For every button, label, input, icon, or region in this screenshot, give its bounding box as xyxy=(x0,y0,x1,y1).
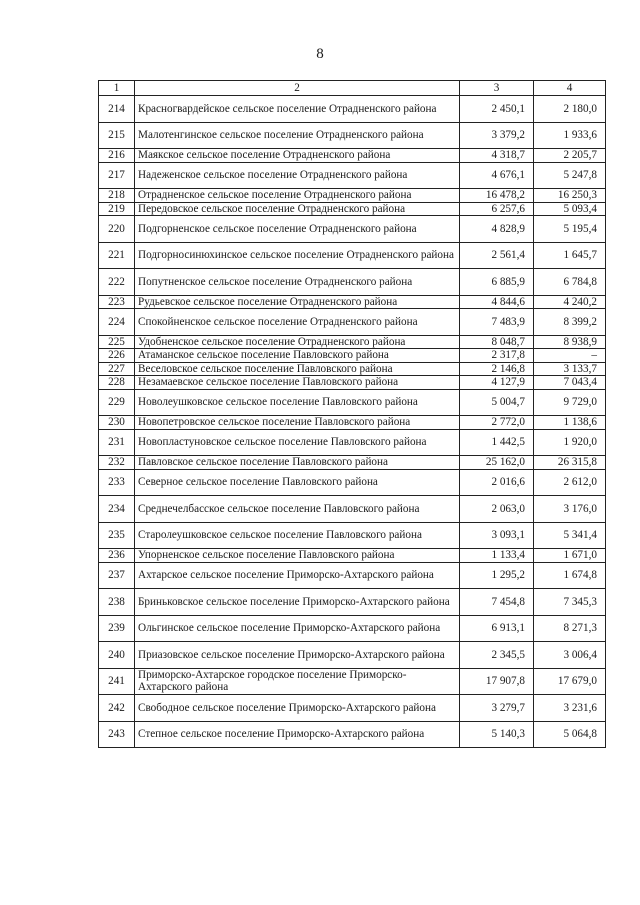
settlement-name: Незамаевское сельское поселение Павловского района xyxy=(135,376,460,390)
table-row xyxy=(99,202,606,216)
table-row xyxy=(99,695,606,722)
row-number: 231 xyxy=(99,429,135,456)
budget-table xyxy=(98,80,606,748)
row-number: 218 xyxy=(99,189,135,203)
row-number: 232 xyxy=(99,456,135,470)
value-col4: 1 645,7 xyxy=(534,242,606,269)
value-col3: 17 907,8 xyxy=(460,668,534,695)
value-col4: 1 138,6 xyxy=(534,416,606,430)
value-col4: 26 315,8 xyxy=(534,456,606,470)
value-col3: 3 379,2 xyxy=(460,122,534,149)
row-number: 224 xyxy=(99,309,135,336)
settlement-name: Упорненское сельское поселение Павловского района xyxy=(135,549,460,563)
value-col3: 16 478,2 xyxy=(460,189,534,203)
value-col3: 4 828,9 xyxy=(460,216,534,243)
settlement-name: Передовское сельское поселение Отрадненского района xyxy=(135,202,460,216)
row-number: 220 xyxy=(99,216,135,243)
value-col3: 2 450,1 xyxy=(460,96,534,123)
settlement-name: Отрадненское сельское поселение Отрадненского района xyxy=(135,189,460,203)
value-col4: 16 250,3 xyxy=(534,189,606,203)
settlement-name: Ахтарское сельское поселение Приморско-Ахтарского района xyxy=(135,562,460,589)
settlement-name: Атаманское сельское поселение Павловского района xyxy=(135,349,460,363)
row-number: 229 xyxy=(99,389,135,416)
settlement-name: Спокойненское сельское поселение Отрадненского района xyxy=(135,309,460,336)
row-number: 225 xyxy=(99,335,135,349)
table-row xyxy=(99,642,606,669)
value-col3: 6 885,9 xyxy=(460,269,534,296)
table-row xyxy=(99,615,606,642)
row-number: 222 xyxy=(99,269,135,296)
value-col4: 5 195,4 xyxy=(534,216,606,243)
value-col3: 6 913,1 xyxy=(460,615,534,642)
header-cell: 1 xyxy=(99,81,135,96)
value-col3: 3 279,7 xyxy=(460,695,534,722)
row-number: 216 xyxy=(99,149,135,163)
value-col3: 1 442,5 xyxy=(460,429,534,456)
table-row xyxy=(99,469,606,496)
value-col4: 1 920,0 xyxy=(534,429,606,456)
table-row xyxy=(99,362,606,376)
value-col4: 5 341,4 xyxy=(534,522,606,549)
row-number: 237 xyxy=(99,562,135,589)
table-row xyxy=(99,216,606,243)
value-col3: 5 140,3 xyxy=(460,721,534,748)
settlement-name: Северное сельское поселение Павловского района xyxy=(135,469,460,496)
row-number: 243 xyxy=(99,721,135,748)
table-row xyxy=(99,721,606,748)
value-col3: 25 162,0 xyxy=(460,456,534,470)
row-number: 226 xyxy=(99,349,135,363)
table-row xyxy=(99,189,606,203)
table-row xyxy=(99,149,606,163)
table-row xyxy=(99,349,606,363)
value-col3: 8 048,7 xyxy=(460,335,534,349)
settlement-name: Подгорненское сельское поселение Отрадненского района xyxy=(135,216,460,243)
value-col4: 8 271,3 xyxy=(534,615,606,642)
value-col4: 7 345,3 xyxy=(534,589,606,616)
value-col3: 2 146,8 xyxy=(460,362,534,376)
header-cell: 2 xyxy=(135,81,460,96)
settlement-name: Веселовское сельское поселение Павловского района xyxy=(135,362,460,376)
value-col3: 1 133,4 xyxy=(460,549,534,563)
settlement-name: Приморско-Ахтарское городское поселение Приморско-Ахтарского района xyxy=(135,668,460,695)
value-col3: 4 844,6 xyxy=(460,295,534,309)
settlement-name: Подгорносинюхинское сельское поселение Отрадненского района xyxy=(135,242,460,269)
value-col4: 7 043,4 xyxy=(534,376,606,390)
settlement-name: Свободное сельское поселение Приморско-Ахтарского района xyxy=(135,695,460,722)
settlement-name: Рудьевское сельское поселение Отрадненского района xyxy=(135,295,460,309)
value-col3: 2 016,6 xyxy=(460,469,534,496)
settlement-name: Старолеушковское сельское поселение Павловского района xyxy=(135,522,460,549)
row-number: 227 xyxy=(99,362,135,376)
row-number: 234 xyxy=(99,496,135,523)
settlement-name: Попутненское сельское поселение Отрадненского района xyxy=(135,269,460,296)
settlement-name: Новолеушковское сельское поселение Павловского района xyxy=(135,389,460,416)
value-col4: 3 006,4 xyxy=(534,642,606,669)
table-row xyxy=(99,522,606,549)
table-row xyxy=(99,416,606,430)
value-col4: 2 612,0 xyxy=(534,469,606,496)
value-col4: 5 093,4 xyxy=(534,202,606,216)
value-col3: 1 295,2 xyxy=(460,562,534,589)
value-col4: 1 933,6 xyxy=(534,122,606,149)
value-col4: 1 674,8 xyxy=(534,562,606,589)
table-row xyxy=(99,242,606,269)
value-col4: 8 399,2 xyxy=(534,309,606,336)
value-col4: 5 247,8 xyxy=(534,162,606,189)
value-col3: 2 063,0 xyxy=(460,496,534,523)
table-row xyxy=(99,295,606,309)
settlement-name: Красногвардейское сельское поселение Отрадненского района xyxy=(135,96,460,123)
value-col4: 8 938,9 xyxy=(534,335,606,349)
table-row xyxy=(99,589,606,616)
table-row xyxy=(99,269,606,296)
row-number: 228 xyxy=(99,376,135,390)
table-row xyxy=(99,429,606,456)
value-col4: 9 729,0 xyxy=(534,389,606,416)
table-row xyxy=(99,456,606,470)
value-col4: 5 064,8 xyxy=(534,721,606,748)
value-col3: 5 004,7 xyxy=(460,389,534,416)
value-col4: 3 133,7 xyxy=(534,362,606,376)
table-header-row xyxy=(99,81,606,96)
table-row xyxy=(99,96,606,123)
table-row xyxy=(99,335,606,349)
value-col4: 2 205,7 xyxy=(534,149,606,163)
settlement-name: Приазовское сельское поселение Приморско-Ахтарского района xyxy=(135,642,460,669)
value-col3: 4 318,7 xyxy=(460,149,534,163)
value-col4: 1 671,0 xyxy=(534,549,606,563)
settlement-name: Бриньковское сельское поселение Приморско-Ахтарского района xyxy=(135,589,460,616)
settlement-name: Новопластуновское сельское поселение Павловского района xyxy=(135,429,460,456)
row-number: 239 xyxy=(99,615,135,642)
settlement-name: Надеженское сельское поселение Отрадненского района xyxy=(135,162,460,189)
value-col4: 3 231,6 xyxy=(534,695,606,722)
value-col4: 17 679,0 xyxy=(534,668,606,695)
row-number: 241 xyxy=(99,668,135,695)
page-number: 8 xyxy=(316,46,324,62)
settlement-name: Павловское сельское поселение Павловского района xyxy=(135,456,460,470)
value-col3: 4 676,1 xyxy=(460,162,534,189)
table-row xyxy=(99,562,606,589)
value-col3: 7 483,9 xyxy=(460,309,534,336)
row-number: 230 xyxy=(99,416,135,430)
value-col3: 4 127,9 xyxy=(460,376,534,390)
table-row xyxy=(99,376,606,390)
value-col3: 2 317,8 xyxy=(460,349,534,363)
value-col3: 2 345,5 xyxy=(460,642,534,669)
value-col4: 3 176,0 xyxy=(534,496,606,523)
table-body xyxy=(99,96,606,748)
row-number: 215 xyxy=(99,122,135,149)
table-row xyxy=(99,309,606,336)
table-row xyxy=(99,668,606,695)
table-row xyxy=(99,549,606,563)
value-col4: 2 180,0 xyxy=(534,96,606,123)
value-col3: 2 561,4 xyxy=(460,242,534,269)
value-col4: 6 784,8 xyxy=(534,269,606,296)
value-col3: 2 772,0 xyxy=(460,416,534,430)
row-number: 242 xyxy=(99,695,135,722)
settlement-name: Удобненское сельское поселение Отрадненского района xyxy=(135,335,460,349)
row-number: 214 xyxy=(99,96,135,123)
row-number: 236 xyxy=(99,549,135,563)
value-col3: 6 257,6 xyxy=(460,202,534,216)
row-number: 240 xyxy=(99,642,135,669)
value-col3: 7 454,8 xyxy=(460,589,534,616)
row-number: 221 xyxy=(99,242,135,269)
table-row xyxy=(99,496,606,523)
settlement-name: Новопетровское сельское поселение Павловского района xyxy=(135,416,460,430)
table-row xyxy=(99,162,606,189)
value-col3: 3 093,1 xyxy=(460,522,534,549)
settlement-name: Среднечелбасское сельское поселение Павловского района xyxy=(135,496,460,523)
row-number: 219 xyxy=(99,202,135,216)
value-col4: 4 240,2 xyxy=(534,295,606,309)
row-number: 235 xyxy=(99,522,135,549)
table-row xyxy=(99,389,606,416)
table-row xyxy=(99,122,606,149)
row-number: 233 xyxy=(99,469,135,496)
header-cell: 4 xyxy=(534,81,606,96)
settlement-name: Малотенгинское сельское поселение Отрадненского района xyxy=(135,122,460,149)
row-number: 217 xyxy=(99,162,135,189)
header-cell: 3 xyxy=(460,81,534,96)
settlement-name: Ольгинское сельское поселение Приморско-Ахтарского района xyxy=(135,615,460,642)
value-col4: – xyxy=(534,349,606,363)
settlement-name: Степное сельское поселение Приморско-Ахтарского района xyxy=(135,721,460,748)
row-number: 223 xyxy=(99,295,135,309)
settlement-name: Маякское сельское поселение Отрадненского района xyxy=(135,149,460,163)
row-number: 238 xyxy=(99,589,135,616)
